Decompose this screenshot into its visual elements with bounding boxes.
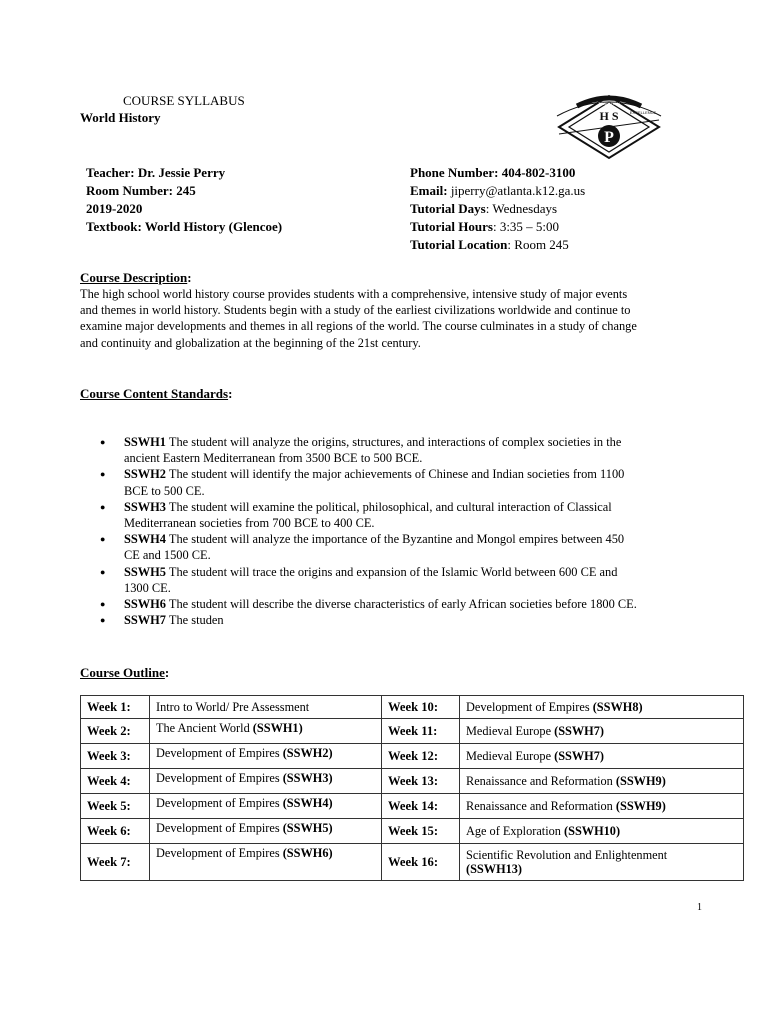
week-topic: Intro to World/ Pre Assessment [150, 696, 382, 719]
week-label: Week 11: [382, 719, 460, 744]
table-row [81, 769, 744, 794]
outline-heading: Course Outline: [80, 665, 170, 680]
logo-initials: H S [599, 109, 619, 123]
week-topic: Renaissance and Reformation (SSWH9) [460, 794, 744, 819]
school-year: 2019-2020 [86, 201, 143, 216]
email-label: Email: [410, 183, 448, 198]
week-label: Week 10: [382, 696, 460, 719]
week-topic: Development of Empires (SSWH3) [150, 769, 382, 794]
teacher: Teacher: Dr. Jessie Perry [86, 165, 226, 180]
week-topic: The Ancient World (SSWH1) [150, 719, 382, 744]
tutorial-location [410, 236, 569, 254]
week-label: Week 14: [382, 794, 460, 819]
email-value[interactable]: jiperry@atlanta.k12.ga.us [450, 183, 586, 198]
tutorial-hours-label: Tutorial Hours [410, 219, 493, 234]
week-label: Week 1: [81, 696, 150, 719]
standards-list [95, 434, 715, 628]
week-topic: Renaissance and Reformation (SSWH9) [460, 769, 744, 794]
standard-item: ● SSWH7 The studen [95, 612, 715, 628]
table-row [81, 844, 744, 881]
tutorial-hours-value: : 3:35 – 5:00 [492, 219, 560, 234]
week-topic: Medieval Europe (SSWH7) [460, 719, 744, 744]
school-logo [555, 94, 663, 160]
table-row [81, 819, 744, 844]
table-row [81, 744, 744, 769]
standard-item: ● SSWH3 The student will examine the political, philosophical, and cultural interaction of Classical Mediterranean societies from 700 BCE to 400 CE. [95, 499, 715, 531]
course-name: World History [80, 110, 161, 125]
phone-number: Phone Number: 404-802-3100 [410, 165, 576, 180]
standard-item: ● SSWH2 The student will identify the major achievements of Chinese and Indian societies from 1100 BCE to 500 CE. [95, 466, 715, 498]
tutorial-days [410, 200, 557, 218]
week-topic: Development of Empires (SSWH4) [150, 794, 382, 819]
description-body [80, 286, 710, 351]
table-row [81, 696, 744, 719]
logo-arc-top: TRADITION [598, 101, 620, 106]
email-line [410, 182, 585, 200]
week-label: Week 12: [382, 744, 460, 769]
table-row [81, 794, 744, 819]
table-row [81, 719, 744, 744]
room-number: Room Number: 245 [86, 183, 196, 198]
week-label: Week 6: [81, 819, 150, 844]
week-label: Week 3: [81, 744, 150, 769]
logo-arc-right: EXCELLENCE [629, 110, 657, 115]
description-heading: Course Description: [80, 270, 192, 285]
description-line: and continuity and globalization at the beginning of the 21st century. [80, 335, 421, 350]
description-line: The high school world history course provides students with a comprehensive, intensive study of major events [80, 287, 628, 301]
week-label: Week 16: [382, 844, 460, 881]
tutorial-hours [410, 218, 559, 236]
tutorial-days-label: Tutorial Days [410, 201, 486, 216]
week-topic: Age of Exploration (SSWH10) [460, 819, 744, 844]
standard-item: ● SSWH6 The student will describe the diverse characteristics of early African societies before 1800 CE. [95, 596, 715, 612]
week-topic: Development of Empires (SSWH5) [150, 819, 382, 844]
week-label: Week 15: [382, 819, 460, 844]
outline-table [80, 695, 744, 881]
page-number: 1 [697, 902, 702, 913]
week-label: Week 7: [81, 844, 150, 881]
tutorial-location-label: Tutorial Location [410, 237, 508, 252]
logo-monogram: P [604, 129, 614, 146]
week-label: Week 2: [81, 719, 150, 744]
week-topic: Development of Empires (SSWH2) [150, 744, 382, 769]
week-label: Week 5: [81, 794, 150, 819]
standard-item: ● SSWH4 The student will analyze the importance of the Byzantine and Mongol empires between 450 CE and 1500 CE. [95, 531, 715, 563]
standard-item: ● SSWH1 The student will analyze the origins, structures, and interactions of complex societies in the ancient Eastern Mediterranean from 3500 BCE to 500 BCE. [95, 434, 715, 466]
tutorial-days-value: : Wednesdays [485, 201, 558, 216]
week-topic: Development of Empires (SSWH6) [150, 844, 382, 881]
week-topic: Scientific Revolution and Enlightenment (SSWH13) [460, 844, 744, 881]
doc-title: COURSE SYLLABUS [123, 93, 245, 108]
textbook: Textbook: World History (Glencoe) [86, 219, 283, 234]
tutorial-location-value: : Room 245 [507, 237, 569, 252]
standard-item: ● SSWH5 The student will trace the origins and expansion of the Islamic World between 600 CE and 1300 CE. [95, 564, 715, 596]
description-line: examine major developments and themes in all regions of the world. The course culminates in a study of change [80, 319, 637, 334]
week-topic: Medieval Europe (SSWH7) [460, 744, 744, 769]
week-topic: Development of Empires (SSWH8) [460, 696, 744, 719]
week-label: Week 13: [382, 769, 460, 794]
description-line: and themes in world history. Students begin with a study of the earliest civilizations worldwide and continue to [80, 303, 631, 318]
week-label: Week 4: [81, 769, 150, 794]
standards-heading: Course Content Standards: [80, 386, 233, 401]
